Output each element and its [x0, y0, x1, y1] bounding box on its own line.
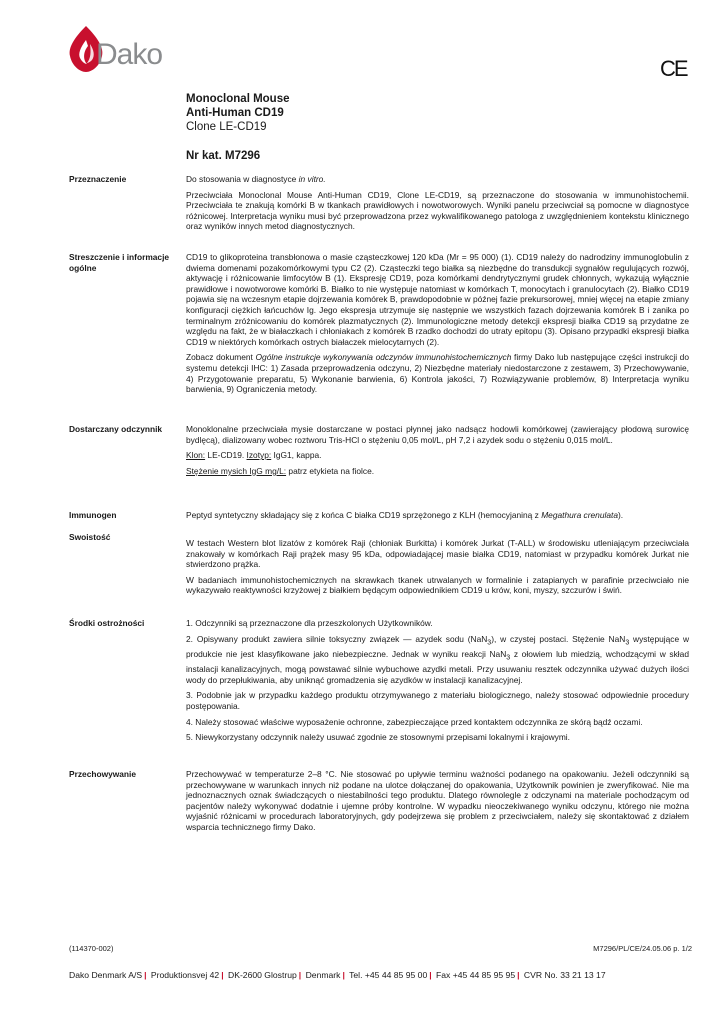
ce-mark: CE [660, 56, 687, 81]
paragraph: CD19 to glikoproteina transbłonowa o masie cząsteczkowej 120 kDa (Mr = 95 000) (1). CD19 należy do nadrodziny immunoglobulin z dwiema domenami pozakomórkowymi typu C2 (2). Cząsteczki tego białka są niezbędne do transdukcji sygnałów regulujących rozwój, aktywację i różnicowanie limfocytów B (1). Ekspresję CD19, poza komórkami dendrytycznymi grudek chłonnych, wykazują wyłącznie prawidłowe i nowotworowe komórki B. Białko to nie występuje natomiast w komórkach T, monocytach i granulocytach (2). Białko CD19 pojawia się na wczesnym etapie dojrzewania komórek B, prawdopodobnie w późnej fazie prekursorowej, mniej więcej na etapie zmiany konfiguracji ciężkich łańcuchów Ig. Jego ekspresja utrzymuje się następnie we wszystkich fazach dojrzewania komórek B i zanika po terminalnym zróżnicowaniu do komórek plazmatycznych (2). Immunologiczne metody detekcji ekspresji białka CD19 są przydatne ze względu na fakt, że w białaczkach i chłoniakach z komórek B rzadko dochodzi do utraty epitopu (3). Opisano przypadki ekspresji białka CD19 w niektórych komórkach ostrych białaczek mielocytarnych (2). [186, 252, 689, 347]
section-label: Dostarczany odczynnik [69, 424, 163, 434]
section-label: Immunogen [69, 510, 117, 520]
product-line1: Monoclonal Mouse [186, 93, 290, 105]
section-label: Środki ostrożności [69, 618, 145, 628]
section-body [186, 618, 689, 748]
list-item: 4. Należy stosować właściwe wyposażenie ochronne, zabezpieczające przed kontaktem odczynnika ze skórą bądź oczami. [186, 716, 643, 727]
product-clone: Clone LE-CD19 [186, 121, 267, 133]
dako-logo-text: Dako [96, 38, 163, 71]
section-body: Peptyd syntetyczny składający się z końca C białka CD19 sprzężonego z KLH (hemocyjaniną z Megathura crenulata). [186, 510, 624, 520]
section-body [186, 769, 689, 838]
list-item: 3. Podobnie jak w przypadku każdego produktu otrzymywanego z materiału biologicznego, należy stosować odpowiednie procedury postępowania. [186, 690, 689, 711]
paragraph: Przeciwciała Monoclonal Mouse Anti-Human CD19, Clone LE-CD19, są przeznaczone do stosowania w immunohistochemii. Przeciwciała te znakują komórki B w tkankach prawidłowych i nowotworowych. Wyniki panelu przeciwciał są pomocne w diagnostyce różnicowej. Interpretacja wyniku musi być przeprowadzona przez wykwalifikowanego patologa z uwzględnieniem kontekstu klinicznego oraz wyników innych metod diagnostycznych. [186, 189, 689, 232]
list-item: 2. Opisywany produkt zawiera silnie toksyczny związek — azydek sodu (NaN$_3$), w czystej postaci. Stężenie NaN$_3$ występujące w produkcie nie jest klasyfikowane jako niebezpieczne. Jednak w wyniku reakcji NaN$_3$ z ołowiem lub miedzią, wchodzącymi w skład instalacji kanalizacyjnych, mogą powstawać silnie wybuchowe azydki metali. Przy usuwaniu resztek odczynnika używać dużych ilości wody do przepłukiwania, aby uniknąć gromadzenia się azydków w instalacji kanalizacyjnej. [186, 633, 689, 685]
section-label: Swoistość [69, 532, 111, 542]
paragraph: Monoklonalne przeciwciała mysie dostarczane w postaci płynnej jako nadsącz hodowli komórkowej (zawierający płodową surowicę bydlęcą), dializowany wobec roztworu Tris-HCl o stężeniu 0,05 mol/L, pH 7,2 i azydek sodu o stężeniu 0,015 mol/L. [186, 424, 689, 445]
section-body [186, 252, 689, 400]
paragraph: W testach Western blot lizatów z komórek Raji (chłoniak Burkitta) i komórek Jurkat (T-ALL) w środowisku utleniającym przeciwciała znakowały w komórkach Raji prążek masy 95 kDa, odpowiadającej masie białka CD19, natomiast w przypadku komórek Jurkat nie stwierdzono prążka. [186, 538, 689, 570]
section-body [186, 538, 689, 601]
list-item: 5. Niewykorzystany odczynnik należy usuwać zgodnie ze stosownymi przepisami lokalnymi i krajowymi. [186, 732, 570, 743]
clone-isotype: Klon: LE-CD19. Izotyp: IgG1, kappa. [186, 450, 322, 461]
section-label: Przechowywanie [69, 769, 137, 779]
paragraph: W badaniach immunohistochemicznych na skrawkach tkanek utrwalanych w formalinie i zatapianych w parafinie przeciwciało nie wykazywało reaktywności krzyżowej z białkiem będącym odpowiednikiem CD19 u krów, koni, myszy, szczurów i świń. [186, 574, 689, 596]
product-line2: Anti-Human CD19 [186, 107, 284, 119]
dako-logo [66, 24, 196, 76]
section-body [186, 424, 689, 481]
list-item: 1. Odczynniki są przeznaczone dla przeszkolonych Użytkowników. [186, 618, 433, 628]
page-reference: M7296/PL/CE/24.05.06 p. 1/2 [593, 944, 692, 953]
company-address: Dako Denmark A/S | Produktionsvej 42 | DK-2600 Glostrup | Denmark | Tel. +45 44 85 95 00 | Fax +45 44 85 95 95 | CVR No. 33 21 13 17 [69, 970, 606, 980]
section-label: Przeznaczenie [69, 174, 127, 184]
document-id: (114370-002) [69, 944, 114, 953]
concentration: Stężenie mysich IgG mg/L: patrz etykieta na fiolce. [186, 465, 375, 476]
section-body: Do stosowania w diagnostyce in vitro. Przeciwciała Monoclonal Mouse Anti-Human CD19, Clone LE-CD19, są przeznaczone do stosowania w immunohistochemii. Przeciwciała te znakują komórki B w tkankach prawidłowych i nowotworowych. Wyniki panelu przeciwciał są pomocne w diagnostyce różnicowej. Interpretacja wyniku musi być przeprowadzona przez wykwalifikowanego patologa z uwzględnieniem kontekstu klinicznego oraz wyników innych metod diagnostycznych. [186, 174, 689, 232]
product-title [186, 92, 290, 134]
section-label: Streszczenie i informacje ogólne [69, 252, 170, 273]
paragraph: Przechowywać w temperaturze 2–8 °C. Nie stosować po upływie terminu ważności podanego na opakowaniu. Jeżeli odczynniki są przechowywane w warunkach innych niż podane na ulotce dołączanej do opakowania, Użytkownik powinien je zweryfikować. Nie ma jednoznacznych oznak świadczących o niestabilności tego produktu. Dlatego równolegle z odczynami na materiale pochodzącym od pacjentów należy wykonywać dodatnie i ujemne próby kontrolne. W wypadku nieoczekiwanego wyniku odczynu, którego nie można wyjaśnić różnicami w procedurach laboratoryjnych, gdy podejrzewa się problem z przeciwciałem, należy się skontaktować z działem wsparcia technicznego firmy Dako. [186, 769, 689, 832]
paragraph: Zobacz dokument Ogólne instrukcje wykonywania odczynów immunohistochemicznych firmy Dako lub następujące części instrukcji do systemu detekcji IHC: 1) Zasada przeprowadzenia odczynu, 2) Niezbędne materiały niedostarczone z zestawem, 3) Przechowywanie, 4) Przygotowanie preparatu, 5) Wykonanie barwienia, 6) Kontrola jakości, 7) Rozwiązywanie problemów, 8) Interpretacja wyniku barwienia, 9) Ograniczenia metody. [186, 352, 690, 395]
catalog-number: Nr kat. M7296 [186, 150, 261, 162]
